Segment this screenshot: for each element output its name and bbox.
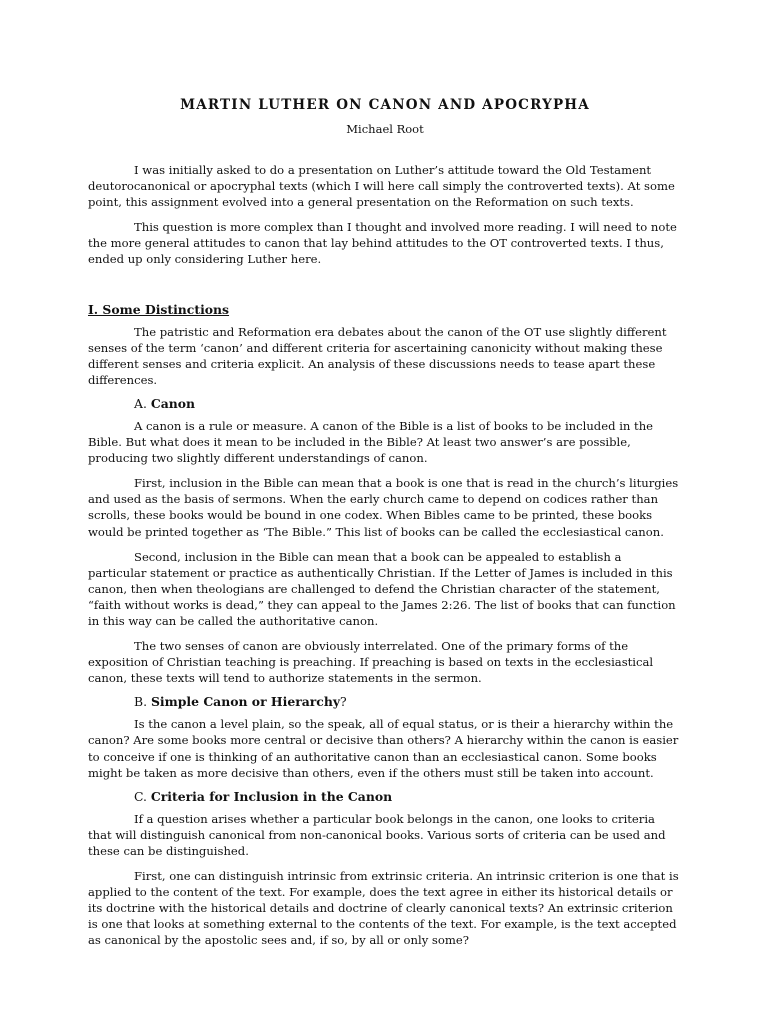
subsection-letter: A. <box>134 395 151 411</box>
intro-paragraph-2: This question is more complex than I thought and involved more reading. I will need to note the more general attitudes to canon that lay behind attitudes to the OT controverted texts. I thus, ended up only considering Luther here. <box>88 220 677 267</box>
intro-paragraph-1: I was initially asked to do a presentation on Luther’s attitude toward the Old Testament deutorocanonical or apocryphal texts (which I will here call simply the controverted texts). At some point, this assignment evolved into a general presentation on the Reformation on such texts. <box>88 163 675 210</box>
subsection-suffix: ? <box>340 694 347 710</box>
hierarchy-paragraph-1: Is the canon a level plain, so the speak, all of equal status, or is their a hierarchy within the canon? Are some books more central or decisive than others? A hierarchy within the canon is easier to conceive if one is thinking of an authoritative canon than an ecclesiastical canon. Some books might be taken as more decisive than others, even if the others must still be taken into account. <box>88 717 679 780</box>
subsection-title: Canon <box>150 395 195 411</box>
section1-paragraph-1: The patristic and Reformation era debates about the canon of the OT use slightly different senses of the term ‘canon’ and different criteria for ascertaining canonicity without making these different senses and criteria explicit. An analysis of these discussions needs to tease apart these differences. <box>88 324 667 387</box>
subsection-heading-canon <box>134 395 682 412</box>
section-heading-distinctions: I. Some Distinctions <box>88 301 230 317</box>
criteria-paragraph-2: First, one can distinguish intrinsic from extrinsic criteria. An intrinsic criterion is one that is applied to the content of the text. For example, does the text agree in either its historical details or its doctrine with the historical details and doctrine of clearly canonical texts? An extrinsic criterion is one that looks at something external to the contents of the text. For example, is the text accepted as canonical by the apostolic sees and, if so, by all or only some? <box>88 869 679 948</box>
canon-paragraph-1: A canon is a rule or measure. A canon of the Bible is a list of books to be included in the Bible. But what does it mean to be included in the Bible? At least two answer’s are possible, producing two slightly different understandings of canon. <box>88 418 654 466</box>
subsection-title: Simple Canon or Hierarchy <box>150 694 341 710</box>
subsection-heading-criteria <box>134 788 682 805</box>
document-body <box>88 96 682 948</box>
subsection-title: Criteria for Inclusion in the Canon <box>150 788 393 804</box>
canon-paragraph-4: The two senses of canon are obviously interrelated. One of the primary forms of the exposition of Christian teaching is preaching. If preaching is based on texts in the ecclesiastical canon, these texts will tend to authorize statements in the sermon. <box>88 639 654 686</box>
canon-paragraph-2: First, inclusion in the Bible can mean that a book is one that is read in the church’s liturgies and used as the basis of sermons. When the early church came to depend on codices rather than scrolls, these books would be bound in one codex. When Bibles came to be printed, these books would be printed together as ‘The Bible.” This list of books can be called the ecclesiastical canon. <box>88 476 679 539</box>
document-title: MARTIN LUTHER ON CANON AND APOCRYPHA <box>180 97 590 113</box>
subsection-heading-hierarchy <box>134 693 682 710</box>
criteria-paragraph-1: If a question arises whether a particular book belongs in the canon, one looks to criteria that will distinguish canonical from non-canonical books. Various sorts of criteria can be used and these can be distinguished. <box>88 811 666 858</box>
subsection-letter: C. <box>134 788 151 804</box>
author-name: Michael Root <box>346 122 424 136</box>
subsection-letter: B. <box>134 694 151 710</box>
canon-paragraph-3: Second, inclusion in the Bible can mean that a book can be appealed to establish a particular statement or practice as authentically Christian. If the Letter of James is included in this canon, then when theologians are challenged to defend the Christian character of the statement, “faith without works is dead,” they can appeal to the James 2:26. The list of books that can function in this way can be called the authoritative canon. <box>88 549 676 628</box>
